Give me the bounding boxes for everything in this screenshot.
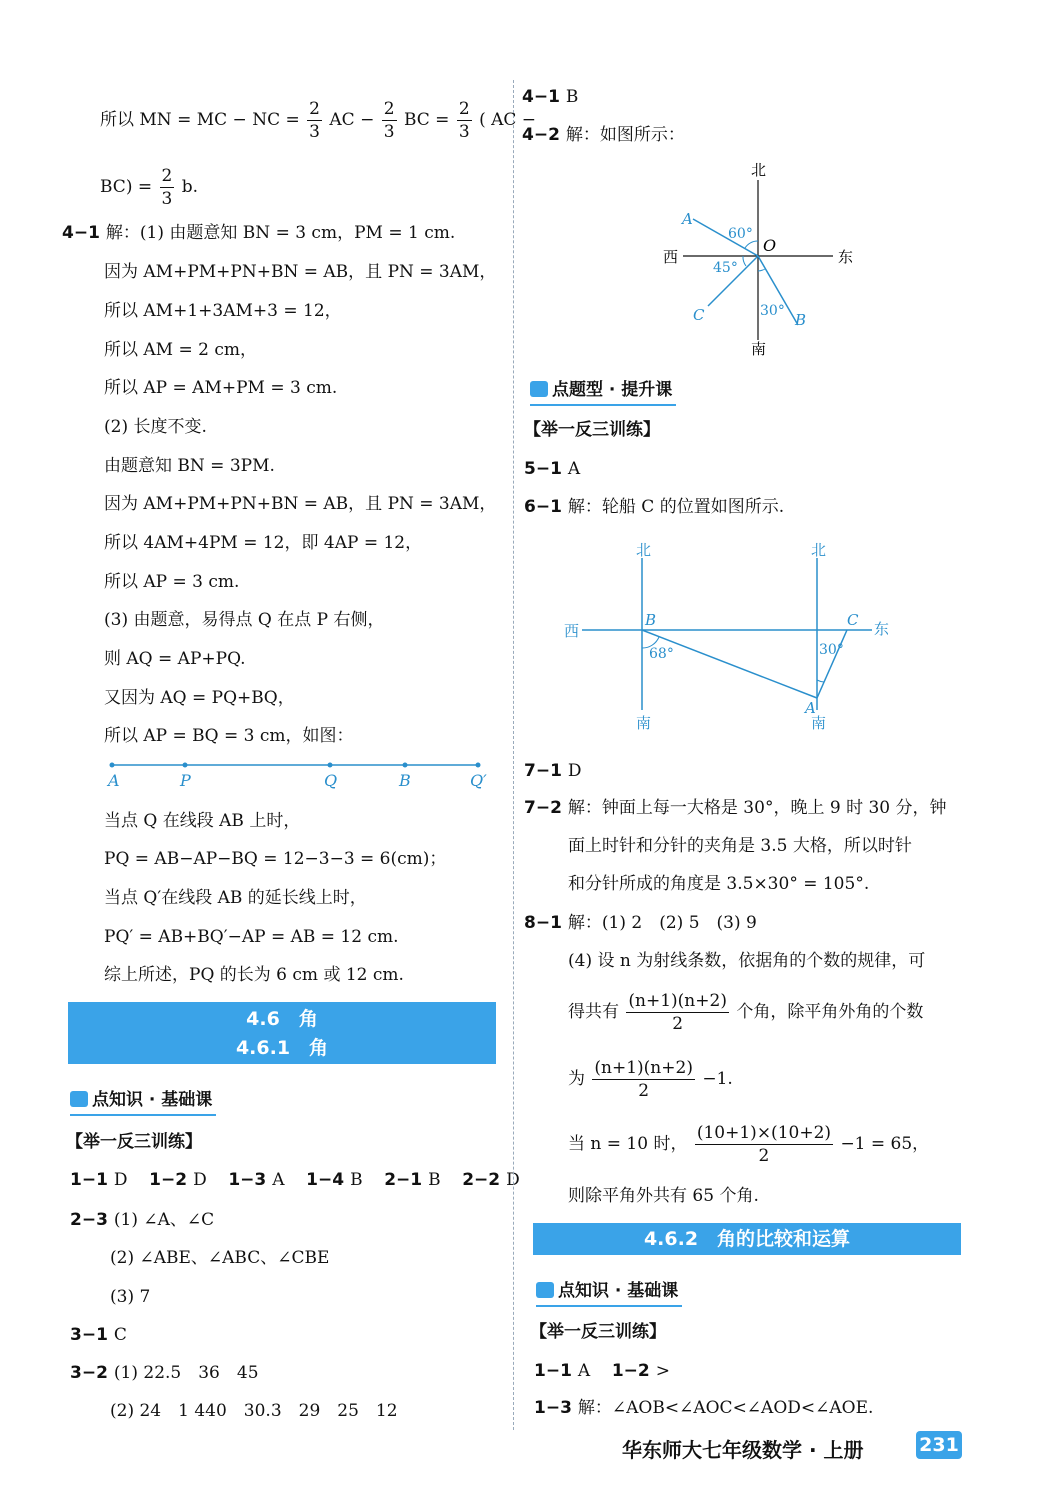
answer-3-1: 3−1 C bbox=[70, 1325, 127, 1345]
page-number: 231 bbox=[916, 1431, 962, 1459]
label-south-1: 南 bbox=[636, 714, 652, 732]
text-line: 所以 AP = AM+PM = 3 cm. bbox=[104, 378, 338, 398]
text-line: 和分针所成的角度是 3.5×30° = 105°. bbox=[568, 874, 870, 894]
text-line: PQ′ = AB+BQ′−AP = AB = 12 cm. bbox=[104, 927, 399, 947]
label-south: 南 bbox=[751, 340, 767, 358]
text-line: 所以 AM+1+3AM+3 = 12， bbox=[104, 301, 342, 321]
answer-4-1-line: 4−1 解：(1) 由题意知 BN = 3 cm，PM = 1 cm. bbox=[62, 223, 456, 243]
label-a: A bbox=[805, 699, 816, 717]
label-west: 西 bbox=[564, 622, 580, 640]
clipboard-icon bbox=[530, 381, 548, 397]
fraction: $\frac{2}{3}$ bbox=[309, 99, 320, 142]
fraction: $\frac{(10+1)\times(10+2)}{2}$ bbox=[696, 1123, 832, 1166]
answer-number: 4−1 bbox=[62, 223, 100, 243]
fraction: $\frac{2}{3}$ bbox=[458, 99, 470, 142]
count-formula-line: 得共有 $\frac{(n+1)(n+2)}{2}$ 个角，除平角外角的个数 bbox=[568, 991, 924, 1034]
label-c: C bbox=[847, 611, 859, 629]
section-banner-4-6 bbox=[68, 1002, 496, 1064]
label-b: B bbox=[795, 311, 807, 329]
training-heading: 【举一反三训练】 bbox=[530, 1322, 666, 1342]
point-q bbox=[328, 763, 333, 768]
answer-1-3: 1−3 解：∠AOB<∠AOC<∠AOD<∠AOE. bbox=[534, 1398, 874, 1418]
text-line: (2) 长度不变. bbox=[104, 417, 207, 437]
fraction: $\frac{(n+1)(n+2)}{2}$ bbox=[628, 991, 727, 1034]
mn-equation: 所以 MN = MC − NC = $\frac{2}{3}$ AC − $\frac{2}{3}$ BC = $\frac{2}{3}$ ( AC − bbox=[100, 99, 537, 142]
segment-ba bbox=[642, 630, 817, 698]
label-south-2: 南 bbox=[811, 714, 827, 732]
book-icon bbox=[70, 1091, 88, 1107]
text-line: 所以 AP = 3 cm. bbox=[104, 572, 240, 592]
text-line: 面上时针和分针的夹角是 3.5 大格，所以时针 bbox=[568, 836, 912, 856]
text-line: (2) ∠ABE、∠ABC、∠CBE bbox=[110, 1248, 330, 1268]
label-east: 东 bbox=[838, 248, 854, 266]
label-a: A bbox=[682, 210, 693, 228]
label-west: 西 bbox=[663, 248, 679, 266]
section-banner-4-6-2: 4.6.2 角的比较和运算 bbox=[533, 1223, 961, 1255]
label-north-2: 北 bbox=[811, 541, 827, 559]
angle-label-68: 68° bbox=[649, 646, 674, 662]
text-line: 所以 AM = 2 cm， bbox=[104, 340, 257, 360]
banner-subtitle: 4.6.1 角 bbox=[235, 1037, 329, 1059]
label-q-prime: Q′ bbox=[470, 771, 487, 790]
answer-6-1: 6−1 解：轮船 C 的位置如图所示. bbox=[524, 497, 785, 517]
book-icon bbox=[536, 1282, 554, 1298]
answer-2-3: 2−3 (1) ∠A、∠C bbox=[70, 1210, 215, 1230]
training-heading: 【举一反三训练】 bbox=[524, 420, 660, 440]
footer-title: 华东师大七年级数学 · 上册 bbox=[622, 1438, 864, 1462]
training-heading: 【举一反三训练】 bbox=[66, 1132, 202, 1152]
angle-arc-30 bbox=[817, 680, 824, 682]
fraction: $\frac{2}{3}$ bbox=[383, 99, 395, 142]
angle-arc-c bbox=[743, 256, 746, 266]
text-line: 因为 AM+PM+PN+BN = AB，且 PN = 3AM， bbox=[104, 262, 497, 282]
text-line: (3) 7 bbox=[110, 1287, 151, 1307]
label-b: B bbox=[645, 611, 657, 629]
answer-7-2: 7−2 解：钟面上每一大格是 30°，晚上 9 时 30 分，钟 bbox=[524, 798, 947, 818]
text-line: 综上所述，PQ 的长为 6 cm 或 12 cm. bbox=[104, 965, 404, 985]
angle-label-45: 45° bbox=[713, 260, 738, 276]
answers-row: 1−1 D 1−2 D 1−3 A 1−4 B 2−1 B 2−2 D bbox=[70, 1170, 520, 1190]
text-line: (3) 由题意，易得点 Q 在点 P 右侧， bbox=[104, 610, 385, 630]
text-line: 所以 AP = BQ = 3 cm，如图： bbox=[104, 726, 354, 746]
section-heading-knowledge-2: 点知识 · 基础课 bbox=[536, 1276, 678, 1301]
text-line: 由题意知 BN = 3PM. bbox=[104, 456, 275, 476]
label-north-1: 北 bbox=[636, 541, 652, 559]
answer-8-1: 8−1 解：(1) 2 (2) 5 (3) 9 bbox=[524, 913, 757, 933]
answer-7-1: 7−1 D bbox=[524, 761, 582, 781]
angle-label-30: 30° bbox=[760, 303, 785, 319]
text-line: 又因为 AQ = PQ+BQ， bbox=[104, 688, 295, 708]
section-heading-problem-types: 点题型 · 提升课 bbox=[530, 375, 672, 400]
angle-label-30: 30° bbox=[819, 642, 844, 658]
compass-figure-1 bbox=[655, 158, 860, 358]
segment-ac bbox=[817, 630, 847, 698]
label-p: P bbox=[180, 771, 191, 790]
fraction: $\frac{2}{3}$ bbox=[161, 166, 173, 209]
label-a: A bbox=[108, 771, 120, 790]
section-heading-knowledge: 点知识 · 基础课 bbox=[70, 1085, 212, 1110]
answers-1: 1−1 A 1−2 > bbox=[534, 1361, 670, 1381]
answer-3-2: 3−2 (1) 22.5 36 45 bbox=[70, 1363, 259, 1383]
text-line: 当点 Q′在线段 AB 的延长线上时， bbox=[104, 888, 367, 908]
point-a bbox=[110, 763, 115, 768]
column-divider bbox=[513, 80, 514, 1430]
text-line: 所以 4AM+4PM = 12，即 4AP = 12， bbox=[104, 533, 423, 553]
label-o: O bbox=[763, 236, 777, 255]
fraction: $\frac{(n+1)(n+2)}{2}$ bbox=[594, 1058, 693, 1101]
point-q-prime bbox=[476, 763, 481, 768]
text-line: 则除平角外共有 65 个角. bbox=[568, 1186, 759, 1206]
angle-label-60: 60° bbox=[728, 226, 753, 242]
label-north: 北 bbox=[751, 161, 767, 179]
text-line: 当点 Q 在线段 AB 上时， bbox=[104, 811, 301, 831]
point-b bbox=[403, 763, 408, 768]
compass-figure-2 bbox=[560, 538, 900, 733]
substitution-line: 当 n = 10 时， $\frac{(10+1)\times(10+2)}{2}$ −1 = 65， bbox=[568, 1123, 930, 1166]
label-b: B bbox=[399, 771, 411, 790]
label-q: Q bbox=[324, 771, 338, 790]
mn-equation-cont: BC) = $\frac{2}{3}$ b. bbox=[100, 166, 199, 209]
segment-figure bbox=[100, 755, 500, 795]
banner-title: 4.6 角 bbox=[246, 1008, 318, 1030]
count-formula-line-2: 为 $\frac{(n+1)(n+2)}{2}$ −1. bbox=[568, 1058, 733, 1101]
label-east: 东 bbox=[874, 620, 890, 638]
answer-4-1-right: 4−1 B bbox=[522, 87, 579, 107]
text-line: 则 AQ = AP+PQ. bbox=[104, 649, 246, 669]
label-c: C bbox=[693, 306, 705, 324]
text-line: PQ = AB−AP−BQ = 12−3−3 = 6(cm)； bbox=[104, 849, 447, 869]
angle-arc-b bbox=[758, 269, 765, 271]
text-line: 因为 AM+PM+PN+BN = AB，且 PN = 3AM， bbox=[104, 494, 497, 514]
point-p bbox=[183, 763, 188, 768]
angle-arc-a bbox=[745, 241, 758, 248]
answer-4-2: 4−2 解：如图所示： bbox=[522, 125, 685, 145]
answer-5-1: 5−1 A bbox=[524, 459, 581, 479]
text-line: (4) 设 n 为射线条数，依据角的个数的规律，可 bbox=[568, 951, 926, 971]
text-line: (2) 24 1 440 30.3 29 25 12 bbox=[110, 1401, 398, 1421]
